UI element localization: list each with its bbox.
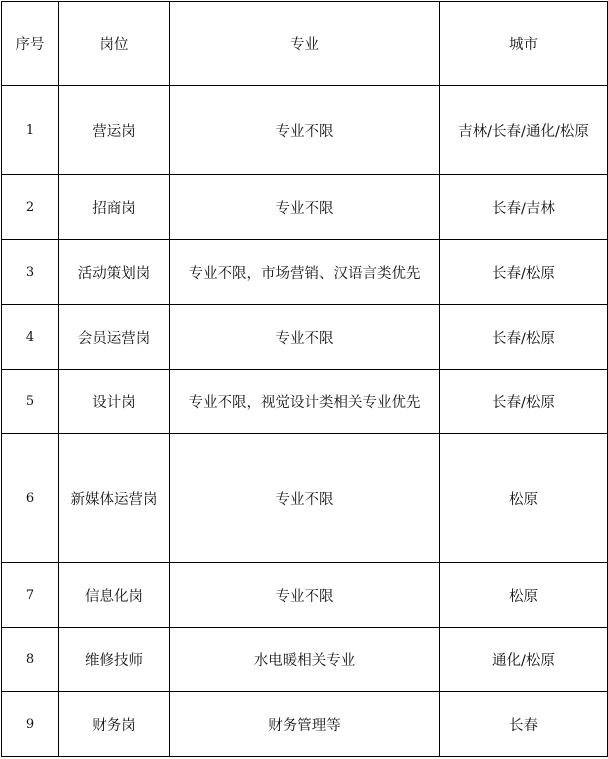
job-positions-table xyxy=(1,1,608,757)
cell-major: 专业不限，视觉设计类相关专业优先 xyxy=(170,370,440,434)
cell-city: 吉林/长春/通化/松原 xyxy=(440,86,608,175)
cell-city: 长春 xyxy=(440,692,608,757)
table-row xyxy=(2,86,608,175)
cell-major: 专业不限 xyxy=(170,175,440,240)
table-row xyxy=(2,305,608,370)
table-header-row xyxy=(2,2,608,86)
cell-major: 水电暖相关专业 xyxy=(170,628,440,692)
header-position: 岗位 xyxy=(59,2,170,86)
cell-major: 专业不限 xyxy=(170,563,440,628)
cell-city: 长春/吉林 xyxy=(440,175,608,240)
cell-major: 财务管理等 xyxy=(170,692,440,757)
cell-position: 招商岗 xyxy=(59,175,170,240)
cell-position: 维修技师 xyxy=(59,628,170,692)
cell-no: 5 xyxy=(2,370,59,434)
cell-no: 6 xyxy=(2,434,59,563)
cell-city: 松原 xyxy=(440,563,608,628)
cell-city: 长春/松原 xyxy=(440,370,608,434)
header-major: 专业 xyxy=(170,2,440,86)
cell-major: 专业不限，市场营销、汉语言类优先 xyxy=(170,240,440,305)
cell-no: 8 xyxy=(2,628,59,692)
cell-no: 9 xyxy=(2,692,59,757)
cell-position: 营运岗 xyxy=(59,86,170,175)
cell-city: 长春/松原 xyxy=(440,305,608,370)
table-row xyxy=(2,175,608,240)
header-no: 序号 xyxy=(2,2,59,86)
cell-no: 1 xyxy=(2,86,59,175)
cell-position: 新媒体运营岗 xyxy=(59,434,170,563)
cell-no: 4 xyxy=(2,305,59,370)
cell-major: 专业不限 xyxy=(170,305,440,370)
cell-position: 信息化岗 xyxy=(59,563,170,628)
cell-major: 专业不限 xyxy=(170,434,440,563)
cell-no: 2 xyxy=(2,175,59,240)
table-row xyxy=(2,692,608,757)
cell-major: 专业不限 xyxy=(170,86,440,175)
cell-no: 7 xyxy=(2,563,59,628)
header-city: 城市 xyxy=(440,2,608,86)
table-row xyxy=(2,434,608,563)
cell-city: 通化/松原 xyxy=(440,628,608,692)
table-row xyxy=(2,563,608,628)
cell-city: 长春/松原 xyxy=(440,240,608,305)
cell-position: 设计岗 xyxy=(59,370,170,434)
table-row xyxy=(2,628,608,692)
cell-city: 松原 xyxy=(440,434,608,563)
cell-position: 财务岗 xyxy=(59,692,170,757)
cell-position: 会员运营岗 xyxy=(59,305,170,370)
cell-position: 活动策划岗 xyxy=(59,240,170,305)
cell-no: 3 xyxy=(2,240,59,305)
table-row xyxy=(2,370,608,434)
table-row xyxy=(2,240,608,305)
